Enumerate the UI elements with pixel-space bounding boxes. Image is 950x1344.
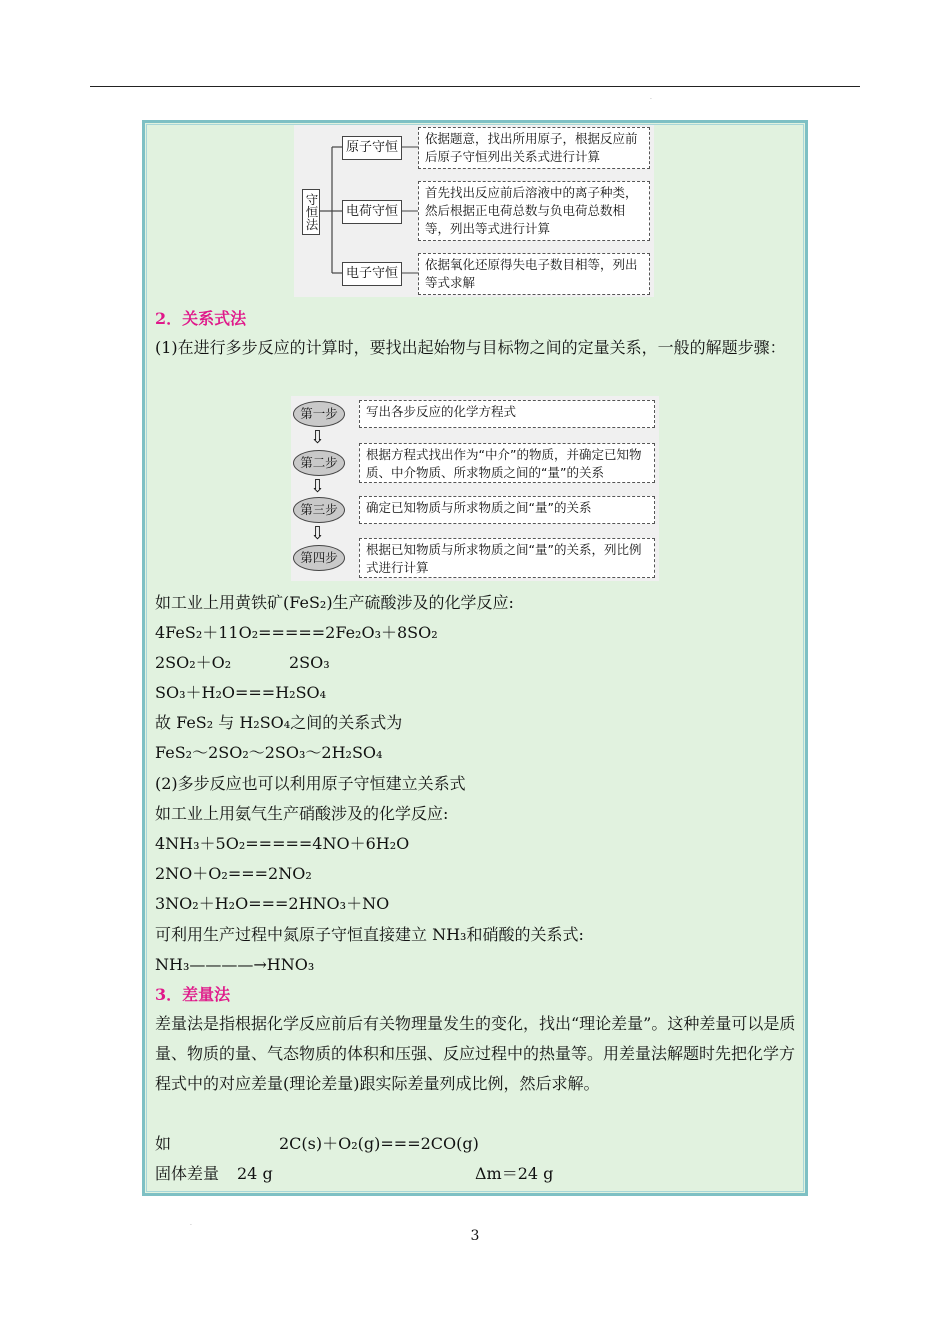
root-label: 守恒法 xyxy=(302,189,320,235)
section-3-diff-value: 24 g xyxy=(237,1164,273,1183)
step-2-desc: 根据方程式找出作为“中介”的物质，并确定已知物质、中介物质、所求物质之间的“量”的关系 xyxy=(359,443,655,483)
branch-electron-desc: 依据氧化还原得失电子数目相等，列出等式求解 xyxy=(418,253,650,295)
branch-electron: 电子守恒 xyxy=(342,262,402,286)
scan-dot: · xyxy=(650,96,652,103)
part2-eq2: 2NO＋O₂===2NO₂ xyxy=(155,864,312,883)
arrow-down-icon: ⇩ xyxy=(310,476,326,497)
part2-relation: NH₃————→HNO₃ xyxy=(155,955,315,974)
arrow-down-icon: ⇩ xyxy=(310,523,326,544)
arrow-down-icon: ⇩ xyxy=(310,427,326,448)
step-1-desc: 写出各步反应的化学方程式 xyxy=(359,400,655,428)
part2-eq3: 3NO₂＋H₂O===2HNO₃＋NO xyxy=(155,894,390,913)
header-rule xyxy=(90,86,860,87)
steps-diagram xyxy=(291,396,659,581)
step-4-desc: 根据已知物质与所求物质之间“量”的关系，列比例式进行计算 xyxy=(359,538,655,578)
part2-eq1: 4NH₃＋5O₂=====4NO＋6H₂O xyxy=(155,834,410,853)
section-3-title: 3．差量法 xyxy=(155,985,231,1004)
ex1-eq2-right: 2SO₃ xyxy=(289,653,330,672)
step-3-desc: 确定已知物质与所求物质之间“量”的关系 xyxy=(359,496,655,524)
scan-dot: · xyxy=(190,1222,192,1229)
ex1-relation: FeS₂～2SO₂～2SO₃～2H₂SO₄ xyxy=(155,743,383,762)
step-2-label: 第二步 xyxy=(293,450,345,476)
ex1-eq1: 4FeS₂＋11O₂=====2Fe₂O₃＋8SO₂ xyxy=(155,623,438,642)
ex1-summary: 故 FeS₂ 与 H₂SO₄之间的关系式为 xyxy=(155,713,403,732)
step-4-label: 第四步 xyxy=(293,545,345,571)
part2-title: (2)多步反应也可以利用原子守恒建立关系式 xyxy=(155,774,466,793)
ex1-intro: 如工业上用黄铁矿(FeS₂)生产硫酸涉及的化学反应: xyxy=(155,593,514,612)
section-3-example-eq: 2C(s)＋O₂(g)===2CO(g) xyxy=(279,1134,479,1153)
section-3-example-label: 如 xyxy=(155,1134,172,1153)
step-1-label: 第一步 xyxy=(293,401,345,427)
part2-summary: 可利用生产过程中氮原子守恒直接建立 NH₃和硝酸的关系式: xyxy=(155,925,584,944)
page-number: 3 xyxy=(470,1228,480,1244)
section-3-body: 差量法是指根据化学反应前后有关物理量发生的变化，找出“理论差量”。这种差量可以是质量、物质的量、气态物质的体积和压强、反应过程中的热量等。用差量法解题时先把化学方程式中的对应差量(理论差量)跟实际差量列成比例，然后求解。 xyxy=(155,1014,796,1093)
step-3-label: 第三步 xyxy=(293,497,345,523)
branch-atom-desc: 依据题意，找出所用原子，根据反应前后原子守恒列出关系式进行计算 xyxy=(418,127,650,169)
ex1-eq2-left: 2SO₂＋O₂ xyxy=(155,653,232,672)
ex1-eq3: SO₃＋H₂O===H₂SO₄ xyxy=(155,683,327,702)
content-box xyxy=(142,120,808,1196)
section-3-diff-label: 固体差量 xyxy=(155,1164,220,1183)
branch-charge-desc: 首先找出反应前后溶液中的离子种类，然后根据正电荷总数与负电荷总数相等，列出等式进行计算 xyxy=(418,181,650,241)
section-2-title: 2．关系式法 xyxy=(155,309,247,328)
branch-charge: 电荷守恒 xyxy=(342,200,402,224)
part2-intro: 如工业上用氨气生产硝酸涉及的化学反应: xyxy=(155,804,449,823)
section-2-intro: (1)在进行多步反应的计算时，要找出起始物与目标物之间的定量关系，一般的解题步骤： xyxy=(155,338,786,357)
branch-atom: 原子守恒 xyxy=(342,136,402,160)
conservation-diagram xyxy=(294,125,654,297)
section-3-delta: Δm＝24 g xyxy=(475,1164,554,1183)
